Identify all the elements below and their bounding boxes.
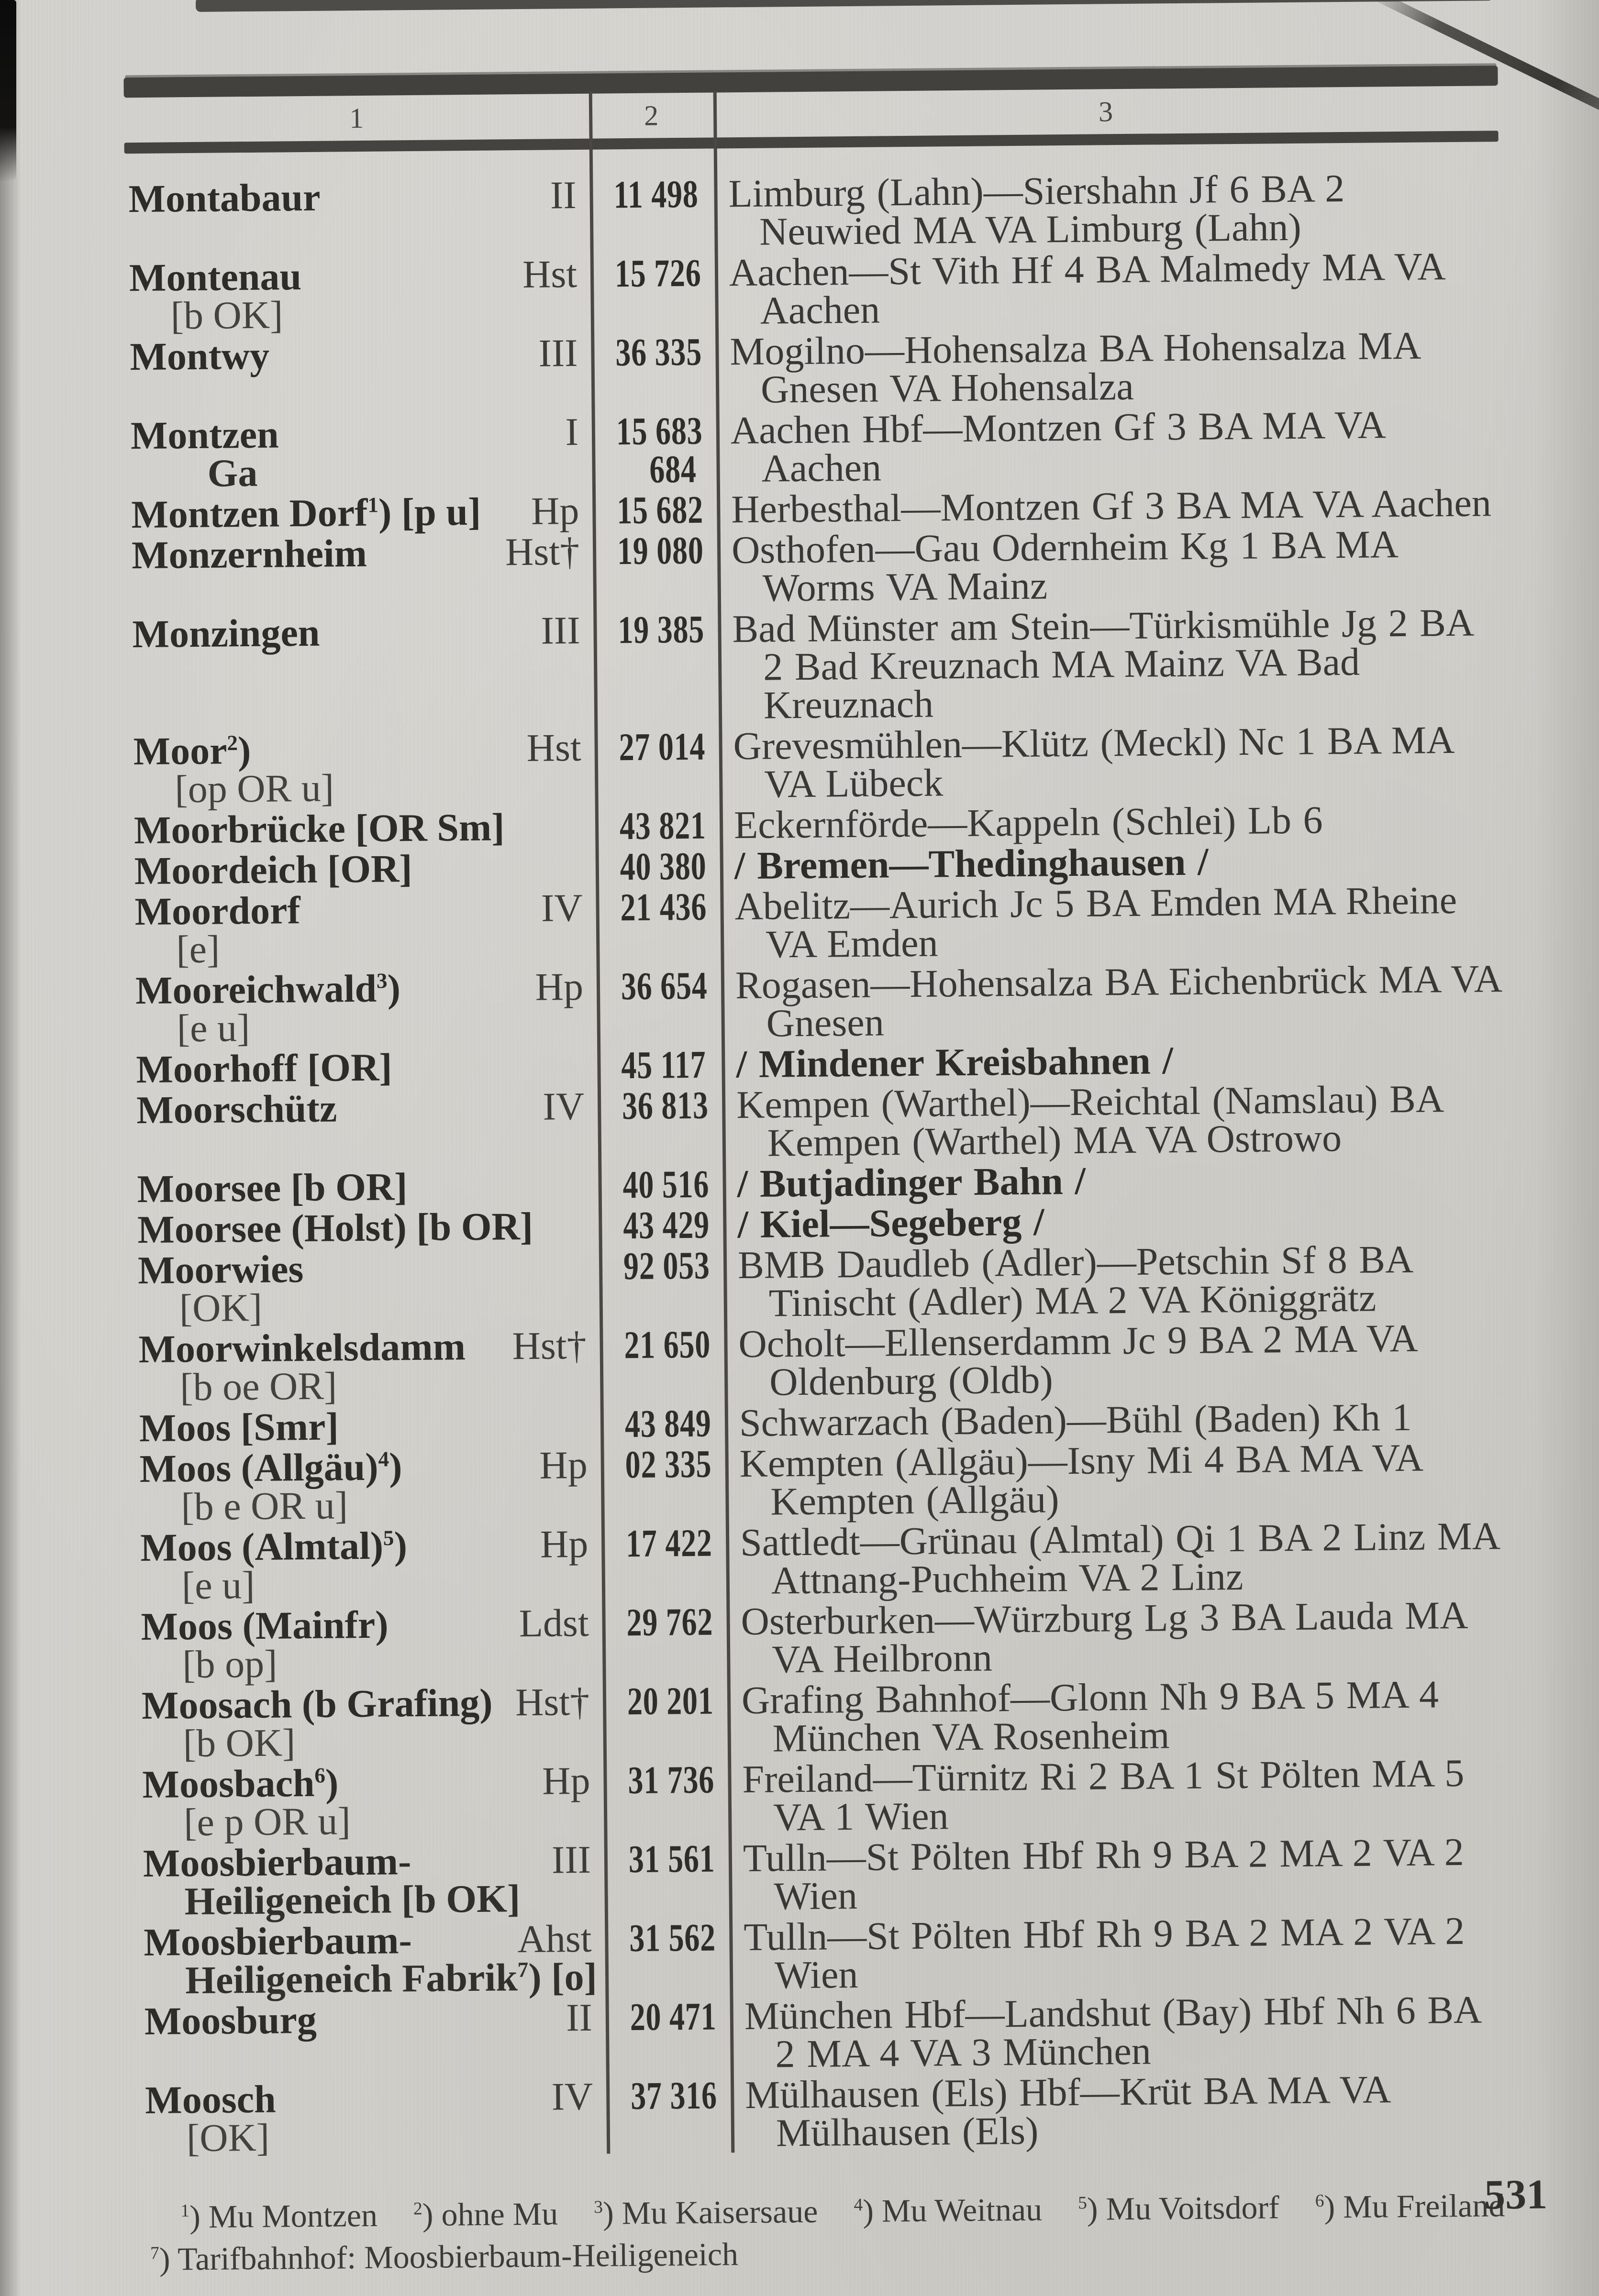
station-number: 02 335 xyxy=(625,1442,712,1487)
station-name: Moorsee (Holst) [b OR] xyxy=(137,1204,533,1252)
footnote-item: $^4$) Mu Weitnau xyxy=(854,2191,1043,2229)
column-header-2: 2 xyxy=(644,99,659,132)
station-route: / Kiel—Segeberg / xyxy=(737,1200,1045,1247)
station-name: Moorhoff [OR] xyxy=(136,1045,393,1092)
station-cell xyxy=(124,173,590,256)
station-cell xyxy=(139,1837,605,1923)
station-route: Mülhausen (Els) Hbf—Krüt BA MA VA Mülhausen (Els) xyxy=(744,2067,1389,2155)
station-name-subline: [b OK] xyxy=(183,1721,296,1766)
station-name: Montenau xyxy=(129,254,302,300)
station-name: Moos (Allgäu)$^4$) xyxy=(139,1445,402,1491)
station-cell xyxy=(126,331,591,414)
station-name: Moorschütz xyxy=(136,1086,337,1132)
station-number: 20 471 xyxy=(630,1994,717,2039)
station-number: 21 436 xyxy=(620,884,707,929)
station-name-subline: Ga xyxy=(207,451,258,495)
station-class: IV xyxy=(541,885,583,930)
station-route: Rogasen—Hohensalza BA Eichenbrück MA VA Gnesen xyxy=(735,957,1500,1045)
station-route: / Butjadinger Bahn / xyxy=(737,1159,1086,1206)
station-class: Hst† xyxy=(515,1679,590,1724)
footnote-item: $^1$) Mu Montzen xyxy=(180,2197,378,2235)
station-cell xyxy=(138,1679,603,1766)
station-number: 45 117 xyxy=(621,1042,706,1087)
station-name: Moos (Almtal)$^5$) xyxy=(140,1523,408,1570)
station-route: Grafing Bahnhof—Glonn Nh 9 BA 5 MA 4 München VA Rosenheim xyxy=(741,1672,1439,1760)
station-route: Aachen—St Vith Hf 4 BA Malmedy MA VA Aachen xyxy=(729,244,1444,332)
station-name: Mooreichwald$^3$) xyxy=(135,966,401,1013)
station-name: Moosbierbaum- xyxy=(143,1839,411,1886)
station-name-subline: [OK] xyxy=(186,2115,270,2160)
station-name: Moordeich [OR] xyxy=(134,847,412,893)
station-name: Moosbierbaum- xyxy=(144,1918,412,1965)
table-rows xyxy=(124,142,1516,2158)
station-route: Schwarzach (Baden)—Bühl (Baden) Kh 1 xyxy=(739,1395,1412,1445)
footnote-item: $^2$) ohne Mu xyxy=(413,2195,558,2233)
station-number: 31 736 xyxy=(628,1757,715,1802)
table-row xyxy=(127,405,1501,493)
footnotes xyxy=(142,2184,1517,2280)
station-cell xyxy=(140,1916,605,2002)
table-row xyxy=(126,323,1500,414)
station-cell xyxy=(128,529,593,613)
station-class: Hp xyxy=(535,964,584,1009)
station-number: 37 316 xyxy=(630,2073,718,2118)
station-number: 43 429 xyxy=(622,1203,710,1247)
station-route: Grevesmühlen—Klütz (Meckl) Nc 1 BA MA VA Lübeck xyxy=(733,718,1453,806)
station-name-subline: [e u] xyxy=(177,1006,250,1050)
station-class: Hp xyxy=(542,1758,590,1803)
station-name: Moosach (b Grafing) xyxy=(141,1680,493,1728)
station-name-subline: [b oe OR] xyxy=(179,1364,337,1409)
station-class: Hp xyxy=(540,1522,589,1566)
station-name-subline: [op OR u] xyxy=(175,766,334,811)
station-name: Moordorf xyxy=(134,888,301,934)
table-row xyxy=(138,1672,1512,1766)
station-number: 29 762 xyxy=(626,1600,713,1645)
station-number: 20 201 xyxy=(627,1678,714,1723)
station-class: II xyxy=(550,173,577,217)
table-row xyxy=(128,600,1503,730)
station-cell xyxy=(133,1165,599,1211)
table-row xyxy=(128,524,1502,613)
station-class: II xyxy=(566,1995,593,2040)
station-name-subline: [OK] xyxy=(179,1285,263,1330)
station-number: 15 682 xyxy=(616,487,704,532)
top-cutoff-rule xyxy=(196,0,1493,12)
station-route: Ocholt—Ellenserdamm Jc 9 BA 2 MA VA Oldenburg (Oldb) xyxy=(738,1316,1416,1404)
station-name: Moos [Smr] xyxy=(139,1404,339,1450)
station-route: Bad Münster am Stein—Türkismühle Jg 2 BA 2 Bad Kreuznach MA Mainz VA Bad Kreuznach xyxy=(732,600,1472,727)
station-route: Aachen Hbf—Montzen Gf 3 BA MA VA Aachen xyxy=(730,403,1384,490)
table-row xyxy=(136,1514,1511,1608)
station-class: Hst† xyxy=(505,529,580,574)
station-name-subline: [b e OR u] xyxy=(181,1483,348,1529)
station-number: 40 380 xyxy=(620,844,707,889)
station-number: 36 335 xyxy=(615,330,702,375)
table-row xyxy=(138,1751,1513,1844)
station-cell xyxy=(137,1601,602,1687)
station-name: Moos (Mainfr) xyxy=(141,1602,389,1649)
column-header-1: 1 xyxy=(349,102,364,134)
station-number: 17 422 xyxy=(625,1521,713,1566)
table-row xyxy=(132,957,1506,1050)
table-row xyxy=(131,878,1505,971)
station-name: Moor$^2$) xyxy=(133,728,251,773)
station-route: Sattledt—Grünau (Almtal) Qi 1 BA 2 Linz MA Attnang-Puchheim VA 2 Linz xyxy=(740,1514,1499,1602)
station-number: 31 562 xyxy=(629,1915,716,1960)
station-cell xyxy=(133,1084,598,1168)
station-class xyxy=(582,807,596,846)
station-cell xyxy=(130,807,596,850)
station-class xyxy=(582,848,596,886)
station-cell xyxy=(131,885,596,971)
station-cell xyxy=(141,2074,607,2160)
station-cell xyxy=(128,608,594,730)
station-route: Limburg (Lahn)—Siershahn Jf 6 BA 2 Neuwied MA VA Limburg (Lahn) xyxy=(728,166,1345,254)
column-header-3: 3 xyxy=(1098,95,1113,127)
station-route: Mogilno—Hohensalza BA Hohensalza MA Gnesen VA Hohensalza xyxy=(730,323,1420,411)
station-name: Monzernheim xyxy=(131,531,367,577)
station-number: 92 053 xyxy=(623,1243,711,1288)
station-name: Moosburg xyxy=(144,1998,317,2043)
station-route: / Mindener Kreisbahnen / xyxy=(736,1038,1174,1086)
station-name: Moosch xyxy=(144,2077,277,2122)
station-number: 43 849 xyxy=(624,1401,711,1446)
station-route: Tulln—St Pölten Hbf Rh 9 BA 2 MA 2 VA 2 Wien xyxy=(743,1830,1465,1918)
station-class: I xyxy=(565,409,579,454)
station-name: Moorbrücke [OR Sm] xyxy=(133,805,505,852)
table-row xyxy=(134,1239,1509,1328)
station-class: III xyxy=(541,608,580,652)
table-row xyxy=(137,1593,1511,1687)
station-class: Hp xyxy=(539,1443,588,1487)
station-number: 43 821 xyxy=(619,803,707,848)
station-route: Osterburken—Würzburg Lg 3 BA Lauda MA VA Heilbronn xyxy=(741,1593,1466,1681)
station-cell xyxy=(132,964,597,1050)
station-number: 21 650 xyxy=(624,1322,711,1367)
station-name-subline: [b OK] xyxy=(170,293,283,338)
station-name-subline: Heiligeneich Fabrik$^7$) [o] xyxy=(185,1954,598,2002)
station-cell xyxy=(134,1323,600,1409)
station-name-subline: [e p OR u] xyxy=(183,1799,351,1844)
table-row xyxy=(133,1079,1507,1168)
station-number: 19 080 xyxy=(617,528,704,573)
station-route: Freiland—Türnitz Ri 2 BA 1 St Pölten MA 5 VA 1 Wien xyxy=(742,1751,1465,1839)
station-route: BMB Daudleb (Adler)—Petschin Sf 8 BA Tinischt (Adler) MA 2 VA Königgrätz xyxy=(737,1237,1412,1325)
station-cell xyxy=(141,1995,606,2079)
station-class: IV xyxy=(551,2074,593,2119)
station-name: Moosbach$^6$) xyxy=(142,1761,339,1807)
station-name: Montwy xyxy=(130,333,270,379)
station-name: Montzen xyxy=(130,412,279,458)
station-cell xyxy=(129,725,595,811)
footnote-item: $^5$) Mu Voitsdorf xyxy=(1077,2189,1280,2227)
station-class: III xyxy=(551,1837,591,1882)
station-class xyxy=(586,1247,600,1286)
station-name: Moorwinkelsdamm xyxy=(138,1325,466,1371)
table-row xyxy=(134,1318,1509,1407)
table-row xyxy=(129,720,1504,809)
station-name: Moorsee [b OR] xyxy=(137,1165,408,1211)
station-number: 11 498 xyxy=(613,172,699,217)
station-number: 40 516 xyxy=(622,1162,710,1207)
station-route: München Hbf—Landshut (Bay) Hbf Nh 6 BA 2 MA 4 VA 3 München xyxy=(744,1987,1480,2076)
station-route: / Bremen—Thedinghausen / xyxy=(734,839,1209,888)
station-number: 36 654 xyxy=(621,963,708,1008)
station-class xyxy=(584,1047,598,1085)
station-name: Monzingen xyxy=(132,610,320,656)
footnote-line-2: $^7$) Tarifbahnhof: Moosbierbaum-Heiligeneich xyxy=(150,2236,739,2277)
table-row xyxy=(125,244,1500,338)
station-number: 27 014 xyxy=(619,724,706,769)
table-row xyxy=(140,1911,1514,2000)
station-class: Hst† xyxy=(512,1323,587,1368)
station-class: Ahst xyxy=(517,1916,592,1961)
footnote-item: $^3$) Mu Kaisersaue xyxy=(594,2193,818,2231)
station-number: 15 726 xyxy=(614,251,701,296)
station-cell xyxy=(133,1204,599,1252)
footnote-item: $^6$) Mu Freiland xyxy=(1315,2187,1505,2225)
station-name-subline: [b op] xyxy=(182,1642,278,1687)
station-cell xyxy=(135,1404,601,1450)
table-row xyxy=(141,1987,1515,2079)
station-class: Hp xyxy=(531,488,579,533)
station-name-subline: [e u] xyxy=(181,1563,255,1608)
station-route: Eckernförde—Kappeln (Schlei) Lb 6 xyxy=(733,798,1323,847)
station-number: 19 385 xyxy=(618,607,705,652)
station-name: Montzen Dorf$^1$) [p u] xyxy=(131,489,481,537)
station-cell xyxy=(136,1522,602,1608)
station-name-subline: [e] xyxy=(176,927,220,971)
station-class: Hst xyxy=(526,725,582,770)
station-cell xyxy=(132,1045,598,1092)
station-cell xyxy=(127,488,593,537)
station-cell xyxy=(134,1247,600,1328)
station-class: Hst xyxy=(522,252,577,296)
table-row xyxy=(139,1832,1514,1921)
station-route: Osthofen—Gau Odernheim Kg 1 BA MA Worms VA Mainz xyxy=(731,522,1397,610)
station-route: Kempten (Allgäu)—Isny Mi 4 BA MA VA Kempten (Allgäu) xyxy=(739,1435,1421,1523)
station-name-subline: Heiligeneich [b OK] xyxy=(184,1877,521,1923)
station-route: Kempen (Warthel)—Reichtal (Namslau) BA Kempen (Warthel) MA VA Ostrowo xyxy=(736,1077,1442,1165)
station-class xyxy=(585,1166,599,1204)
table-row xyxy=(141,2069,1516,2158)
station-name: Moorwies xyxy=(137,1247,304,1292)
station-cell xyxy=(125,252,591,338)
station-class xyxy=(587,1405,601,1444)
station-class: IV xyxy=(543,1084,585,1128)
station-table xyxy=(123,66,1516,2158)
station-class xyxy=(585,1207,599,1245)
station-name: Montabaur xyxy=(128,175,321,221)
page-number: 531 xyxy=(1484,2171,1548,2219)
station-number: 36 813 xyxy=(622,1083,709,1128)
station-cell xyxy=(138,1758,604,1844)
station-route: Herbesthal—Montzen Gf 3 BA MA VA Aachen xyxy=(731,481,1492,531)
station-cell xyxy=(135,1443,601,1529)
table-row xyxy=(124,168,1499,256)
station-number: 15 683 684 xyxy=(616,408,703,491)
station-route: Abelitz—Aurich Jc 5 BA Emden MA Rheine VA Emden xyxy=(734,878,1457,966)
station-class: III xyxy=(538,331,578,375)
station-class: Ldst xyxy=(519,1601,589,1645)
station-cell xyxy=(131,847,596,893)
station-route: Tulln—St Pölten Hbf Rh 9 BA 2 MA 2 VA 2 Wien xyxy=(743,1909,1465,1997)
station-cell xyxy=(127,409,592,495)
table-row xyxy=(135,1435,1510,1529)
station-number: 31 561 xyxy=(628,1836,715,1881)
